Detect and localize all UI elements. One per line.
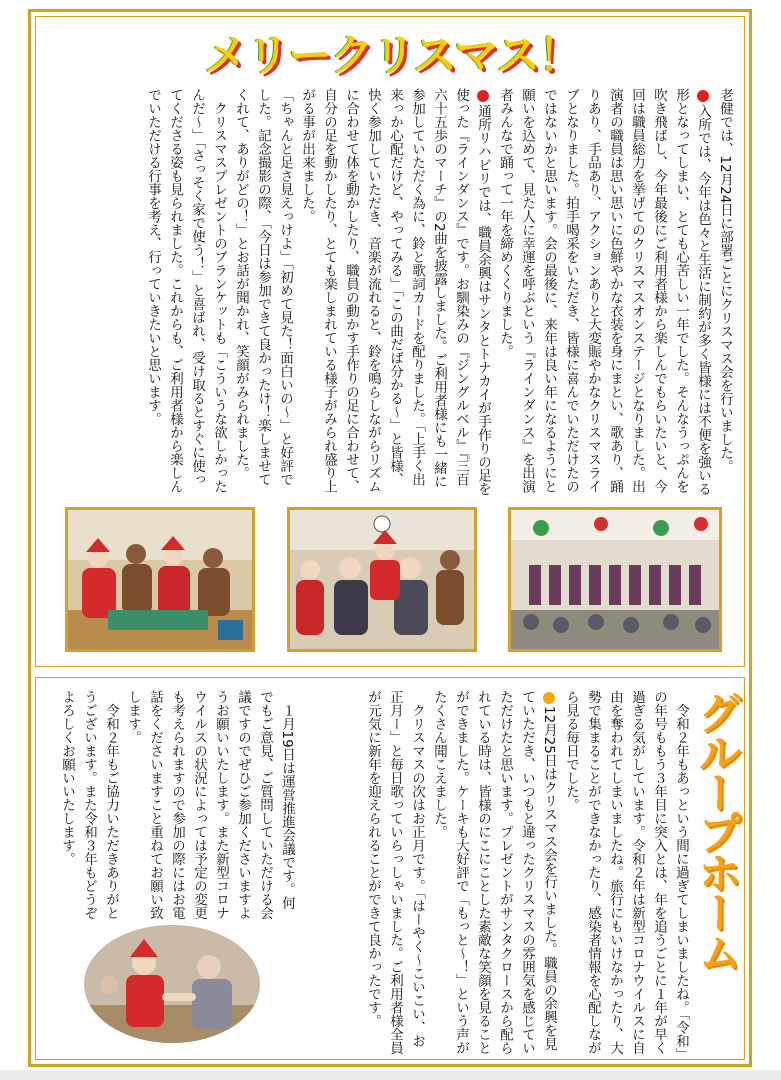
- page-title: メリークリスマス！: [203, 30, 581, 81]
- photo-santa-handshake-oval: [84, 925, 260, 1043]
- article-paragraph-3: 「ちゃんと足さ見えっけよ」「初めて見た！面白いの～」と好評でした。記念撮影の際、「今日は参加できて良かったけ！楽しませてくれて、ありがどの！」とお話が聞かれ、笑顔がみられました。: [233, 88, 293, 487]
- page-bottom-edge: [0, 1070, 781, 1080]
- grouphome-title: グループホーム: [690, 690, 741, 970]
- bullet-red-icon: [697, 90, 709, 102]
- article-paragraph-2: 通所リハビリでは、職員余興はサンタとトナカイが手作りの足を使った『ラインダンス』です。お馴染みの『ジングルベル』『三百六十五歩のマーチ』の2曲を披露しました。ご利用者様にも一緒に参加していただく為に、鈴と歌詞カードを配りました。「上手く出来っか心配だけど、やってみる」「この曲だば分かる～」と皆様、快く参加していただき、音楽が流れると、鈴を鳴らしながらリズムに合わせて体を動かしたり、職員の動かす手作りの足に合わせて、自分の足を動かしたり、とても楽しまれている様子がみられ盛り上がる事が出来ました。: [299, 88, 491, 496]
- photo-santa-elders-illustration: [290, 510, 474, 649]
- meeting-paragraph-1: １月19日は運営推進会議です。何でもご意見、ご質問していただける会議ですのでぜひご参加くださいますようお願いいたします。また新型コロナウイルスの状況によっては予定の変更も考えられますので参加の際にはお電話をくださいますこと重ねてお願い致します。: [125, 690, 295, 920]
- meeting-paragraph-2: 令和２年もご協力いただきありがとうございます。また令和３年もどうぞよろしくお願いいたします。: [59, 690, 119, 920]
- section-divider: [35, 666, 745, 678]
- photo-santa-reindeer-group: [65, 507, 255, 652]
- grouphome-paragraph-2: 12月25日はクリスマス会を行いました。職員の余興を見ていただき、いつもと違ったクリスマスの雰囲気を感じていただけたと思います。プレゼントがサンタクロースから配られている時は、皆様のにこにことした素敵な笑顔を見ることができました。ケーキも大好評で「もっと～！」という声がたくさん聞こえました。: [431, 690, 557, 1055]
- intro-text: 老健では、12月24日に部署ごとにクリスマス会を行いました。: [717, 88, 733, 474]
- meeting-notice: [50, 690, 298, 920]
- grouphome-article: [262, 690, 692, 1060]
- article-paragraph-4: クリスマスプレゼントのブランケットも「こういうな欲しかったんだ～」「さっそく家で使う！」と喜ばれ、受け取るとすぐに使ってくださる姿も見られました。これからも、ご利用者様から楽しんでいただける行事を考え、行っていきたいと思います。: [145, 88, 227, 493]
- photo-handshake-illustration: [84, 925, 260, 1043]
- photo-santa-with-elders: [287, 507, 477, 652]
- bullet-orange-icon: [543, 692, 555, 704]
- article-paragraph-1: 入所では、今年は色々と生活に制約が多く皆様には不便を強いる形となってしまい、とても心苦しい一年でした。そんなうっぷんを吹き飛ばし、今年最後にご利用者様から楽しんでもらいたいと、今回は職員総力を挙げてのクリスマスオンステージとなりました。出演者の職員は思い思いに色鮮やかな衣装を身にまとい、歌あり、踊りあり、手品あり、アクションありと大変賑やかなクリスマスライブとなりました。拍手喝采をいただき、皆様に喜んでいただけたのではないかと思います。会の最後に、来年は良い年になるようにと願いを込めて、見た人に幸運を呼ぶという『ラインダンス』を出演者みんなで踊って一年を締めくくりました。: [497, 88, 711, 496]
- photo-santa-reindeer-illustration: [68, 510, 252, 649]
- photo-stage-illustration: [511, 510, 719, 649]
- photo-stage-line-dance: [508, 507, 722, 652]
- bullet-red-icon: [477, 90, 489, 102]
- grouphome-paragraph-3: クリスマスの次はお正月です。「はーやく～こいこい、お正月ー」と毎日歌っていらっしゃいました。ご利用者様全員が元気に新年を迎えられることができて良かったです。: [365, 690, 425, 1055]
- christmas-article: [48, 88, 736, 498]
- grouphome-paragraph-1: 令和２年もあっという間に過ぎてしまいましたね。「令和」の年号ももう３年目に突入とは、年を追うごとに１年が早く過ぎる気がしています。令和２年は新型コロナウイルスに自由を奪われてしまいましたね。旅行にもいけなかったり、大勢で集まることができなかったり、感染者情報を心配しながら見る毎日でした。: [563, 690, 689, 1055]
